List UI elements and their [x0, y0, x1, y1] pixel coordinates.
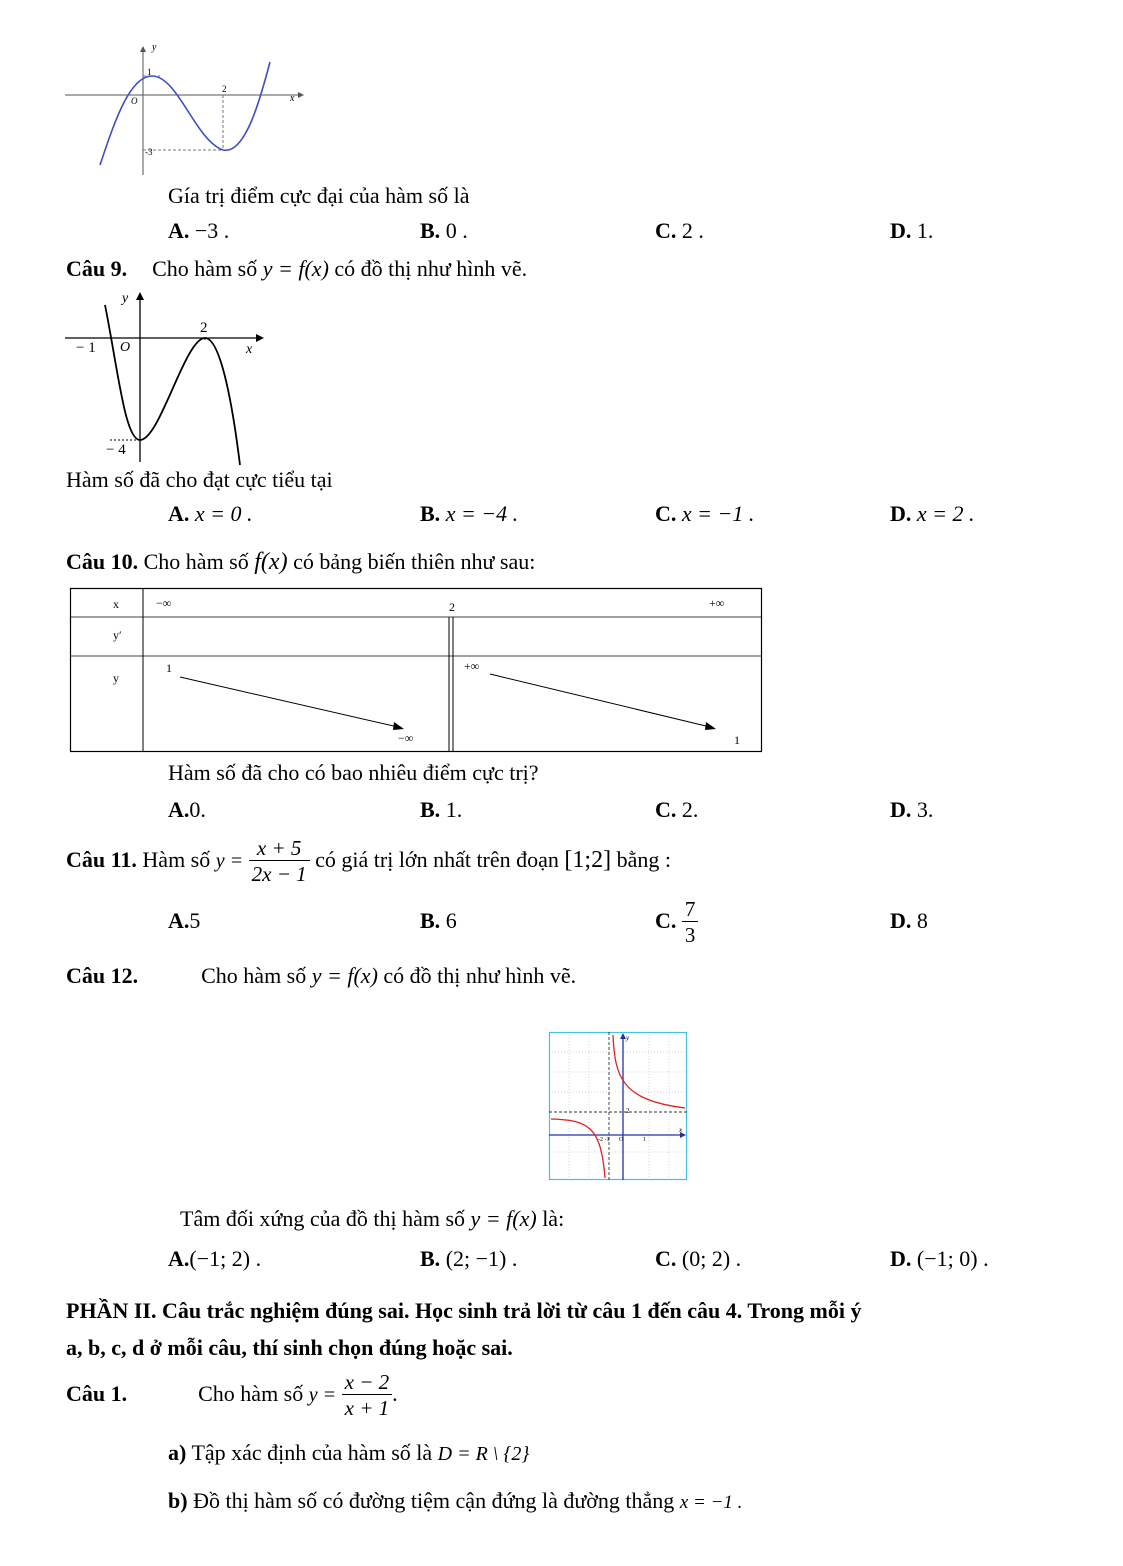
variation-table — [70, 588, 762, 752]
q12-graph-x-label: x — [679, 1126, 683, 1134]
table-x-neg-inf: −∞ — [156, 596, 172, 610]
q12-graph-tick-2: 2 — [626, 1107, 630, 1115]
graph1-origin-label: O — [131, 96, 138, 106]
q9-prompt: Hàm số đã cho đạt cực tiểu tại — [66, 467, 333, 492]
q9-graph-tick-neg1: − 1 — [76, 340, 96, 356]
graph1-tick-neg3: -3 — [145, 147, 153, 157]
q11-option-c[interactable]: C. $\frac{7}{3}$ — [655, 893, 698, 949]
q12-option-c[interactable]: C. (0; 2) . — [655, 1246, 742, 1271]
graph1-tick-2: 2 — [222, 84, 227, 94]
graph-hyperbola-q12 — [549, 1032, 687, 1180]
table-label-y: y — [113, 671, 119, 685]
q8-option-b[interactable]: B. 0 . — [420, 218, 468, 243]
table-y-start: 1 — [166, 661, 172, 675]
q9-graph-y-label: y — [122, 291, 129, 306]
p2q1-fraction: $\frac{x - 2}{x + 1}$ — [342, 1370, 393, 1421]
p2q1-stem: Câu 1. Cho hàm số y = $\frac{x - 2}{x + 1}$ . — [66, 1370, 398, 1421]
graph-cubic-max-1 — [60, 40, 310, 180]
q9-graph-origin: O — [120, 340, 131, 355]
table-y-neg-inf: −∞ — [398, 731, 414, 745]
q9-option-a[interactable]: A. x = 0 . — [168, 501, 253, 526]
q12-graph-tick-neg: -2 -1 — [598, 1137, 610, 1143]
q12-option-d[interactable]: D. (−1; 0) . — [890, 1246, 989, 1271]
q12-graph-tick-1: 1 — [643, 1137, 646, 1143]
graph-cubic-q9 — [60, 290, 270, 470]
table-label-x: x — [113, 597, 119, 611]
q12-prompt: Tâm đối xứng của đồ thị hàm số y = f(x) là: — [180, 1206, 565, 1231]
q9-graph-tick-neg4: − 4 — [106, 442, 126, 458]
q12-option-b[interactable]: B. (2; −1) . — [420, 1246, 518, 1271]
q11-option-b[interactable]: B. 6 — [420, 908, 457, 933]
q8-option-c[interactable]: C. 2 . — [655, 218, 704, 243]
q9-stem: Câu 9. Cho hàm số y = f(x) có đồ thị như hình vẽ. — [66, 256, 528, 281]
q10-option-b[interactable]: B. 1. — [420, 797, 463, 822]
table-x-2: 2 — [449, 600, 455, 614]
q12-stem: Câu 12. Cho hàm số y = f(x) có đồ thị như hình vẽ. — [66, 963, 577, 988]
table-y-pos-inf: +∞ — [464, 659, 480, 673]
q12-option-a[interactable]: A.(−1; 2) . — [168, 1246, 262, 1271]
q9-option-d[interactable]: D. x = 2 . — [890, 501, 975, 526]
table-label-yprime: y′ — [113, 628, 122, 642]
q12-graph-tick-o: O — [619, 1137, 624, 1143]
q10-option-c[interactable]: C. 2. — [655, 797, 699, 822]
q8-option-d[interactable]: D. 1. — [890, 218, 934, 243]
q11-option-d[interactable]: D. 8 — [890, 908, 928, 933]
q11-stem: Câu 11. Hàm số y = $\frac{x + 5}{2x - 1}$ có giá trị lớn nhất trên đoạn [1;2] bằng : — [66, 836, 671, 887]
q9-option-b[interactable]: B. x = −4 . — [420, 501, 519, 526]
p2q1-statement-a[interactable]: a) Tập xác định của hàm số là D = R \ {2} — [168, 1440, 530, 1465]
table-x-pos-inf: +∞ — [709, 596, 725, 610]
q11-fraction: $\frac{x + 5}{2x - 1}$ — [249, 836, 310, 887]
q12-graph-y-label: y — [626, 1034, 630, 1042]
part2-heading-line1: PHẦN II. Câu trắc nghiệm đúng sai. Học sinh trả lời từ câu 1 đến câu 4. Trong mỗi ý — [66, 1298, 862, 1323]
graph1-y-label: y — [152, 42, 157, 53]
q10-stem: Câu 10. Cho hàm số f(x) có bảng biến thiên như sau: — [66, 549, 536, 575]
q8-option-a[interactable]: A. −3 . — [168, 218, 230, 243]
q10-option-a[interactable]: A.0. — [168, 797, 206, 822]
part2-heading-line2: a, b, c, d ở mỗi câu, thí sinh chọn đúng hoặc sai. — [66, 1335, 513, 1360]
q9-option-c[interactable]: C. x = −1 . — [655, 501, 755, 526]
q10-prompt: Hàm số đã cho có bao nhiêu điểm cực trị? — [168, 760, 539, 785]
table-y-end: 1 — [734, 733, 740, 747]
q10-option-d[interactable]: D. 3. — [890, 797, 934, 822]
q9-graph-tick-2: 2 — [200, 320, 208, 336]
q9-graph-x-label: x — [246, 342, 253, 357]
q11-option-a[interactable]: A.5 — [168, 908, 201, 933]
graph1-x-label: x — [290, 93, 295, 104]
p2q1-statement-b[interactable]: b) Đồ thị hàm số có đường tiệm cận đứng là đường thẳng x = −1 . — [168, 1488, 743, 1513]
graph1-tick-1: 1 — [147, 67, 152, 77]
q8-prompt: Gía trị điểm cực đại của hàm số là — [168, 183, 470, 208]
